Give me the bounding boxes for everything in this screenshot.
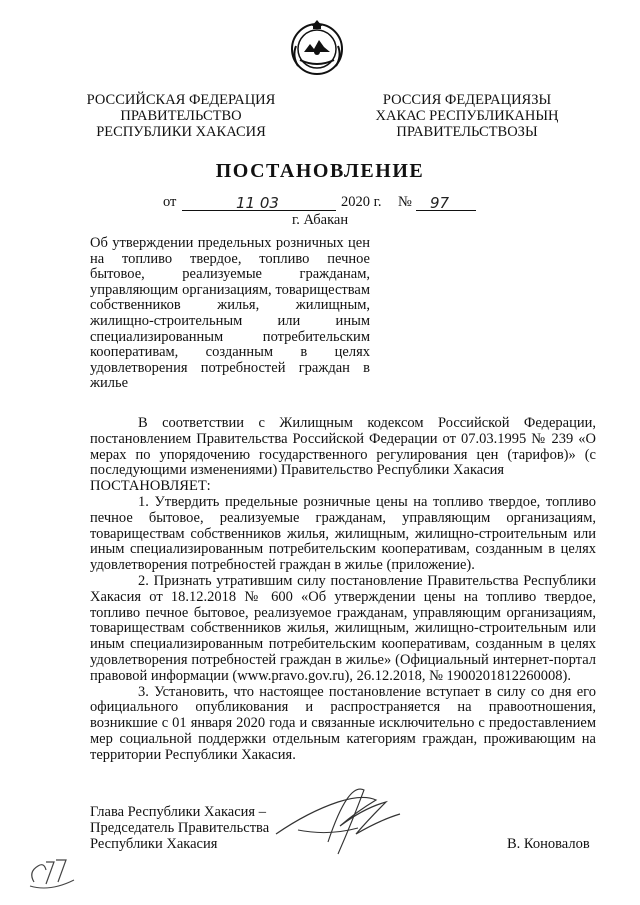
year-label: 2020 г. bbox=[341, 194, 382, 210]
signatory-name: В. Коновалов bbox=[507, 836, 590, 852]
header-left-line: ПРАВИТЕЛЬСТВО bbox=[120, 108, 242, 124]
date-prefix: от bbox=[163, 194, 177, 210]
signatory-position-line: Председатель Правительства bbox=[90, 820, 270, 836]
signatory-position-line: Глава Республики Хакасия – bbox=[90, 804, 266, 820]
signatory-position bbox=[90, 804, 269, 852]
document-subject: Об утверждении предельных розничных цен на топливо твердое, топливо печное бытовое, реализуемые гражданам, управляющим организациям, товариществам собственников жилья, жилищным, жилищно-строительным или иным специализированным потребительским кооперативам, созданным в целях удовлетворения потребностей граждан в жилье bbox=[90, 235, 370, 392]
item-paragraph: 1. Утвердить предельные розничные цены на топливо твердое, топливо печное бытовое, реализуемые гражданам, управляющим организациям, товариществам собственников жилья, жилищным, жилищно-строительным или иным специализированным потребительским кооперативам, созданным в целях удовлетворения потребностей граждан в жилье (приложение). bbox=[90, 493, 596, 574]
item-paragraph: 3. Установить, что настоящее постановление вступает в силу со дня его официального опубликования и распространяется на правоотношения, возникшие с 01 января 2020 года и связанные исключительно с предоставлением мер социальной поддержки отдельным категориям граждан, проживающим на территории Республики Хакасия. bbox=[90, 683, 596, 763]
document-body bbox=[90, 416, 596, 764]
number-sign: № bbox=[398, 194, 412, 210]
header-right-line: РОССИЯ ФЕДЕРАЦИЯЗЫ bbox=[382, 92, 552, 108]
handwritten-number: 97 bbox=[430, 194, 450, 212]
item-paragraph: 2. Признать утратившим силу постановление Правительства Республики Хакасия от 18.12.2018 № 600 «Об утверждении цены на топливо твердое, топливо печное бытовое, реализуемое гражданам, управляющим организациям, товариществам собственников жилья, жилищным, жилищно-строительным или иным специализированным потребительским кооперативам, созданным в целях удовлетворения потребностей граждан в жилье» (Официальный интернет-портал правовой информации (www.pravo.gov.ru), 26.12.2018, № 1900201812260008). bbox=[90, 572, 596, 684]
header-left-line: РЕСПУБЛИКИ ХАКАСИЯ bbox=[96, 124, 266, 140]
document-type-title: ПОСТАНОВЛЕНИЕ bbox=[215, 160, 425, 182]
coat-of-arms-emblem bbox=[286, 16, 348, 78]
header-left bbox=[86, 92, 276, 140]
handwritten-date: 11 03 bbox=[236, 194, 279, 212]
handwritten-signature bbox=[268, 772, 418, 862]
header-right-line: ХАКАС РЕСПУБЛИКАНЫҢ bbox=[375, 108, 559, 124]
signatory-position-line: Республики Хакасия bbox=[90, 836, 218, 852]
header-left-line: РОССИЙСКАЯ ФЕДЕРАЦИЯ bbox=[86, 92, 276, 108]
resolves-word: ПОСТАНОВЛЯЕТ: bbox=[90, 478, 211, 495]
date-number-line bbox=[0, 194, 640, 214]
header-right-line: ПРАВИТЕЛЬСТВОЗЫ bbox=[396, 124, 538, 140]
city-label: г. Абакан bbox=[292, 212, 349, 228]
header-right bbox=[372, 92, 562, 140]
handwritten-mark bbox=[24, 852, 80, 896]
preamble-paragraph: В соответствии с Жилищным кодексом Российской Федерации, постановлением Правительства Российской Федерации от 07.03.1995 № 239 «О мерах по упорядочению государственного регулирования цен (тарифов)» (с последующими изменениями) Правительство Республики Хакасия bbox=[90, 415, 596, 479]
